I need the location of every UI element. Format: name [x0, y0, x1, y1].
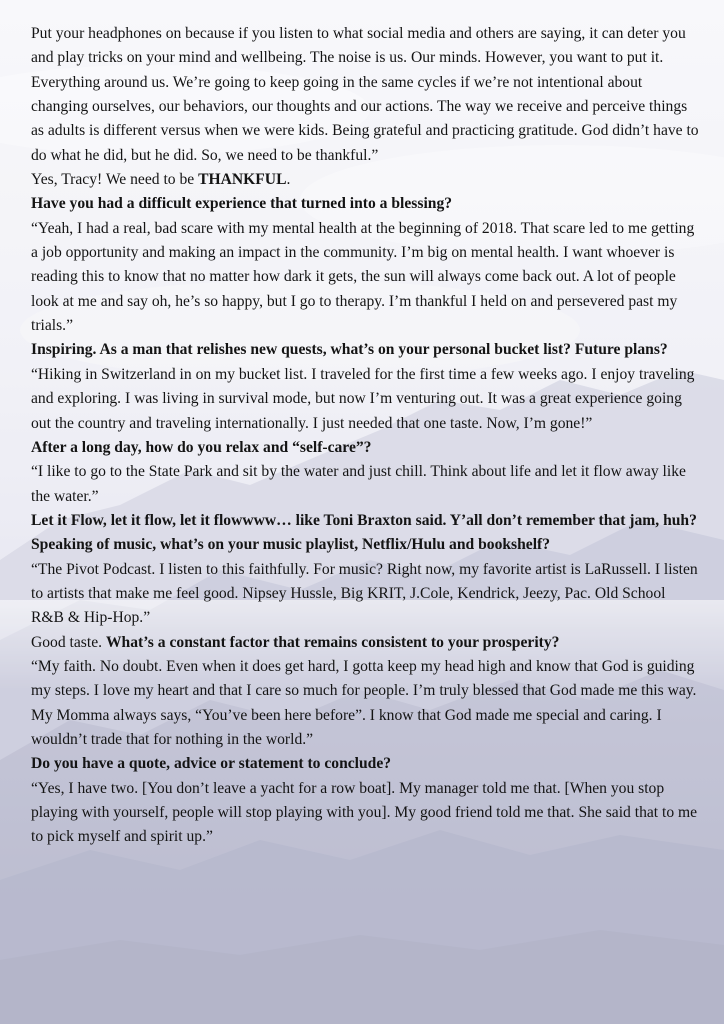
- article-body: [31, 22, 701, 850]
- answer-paragraph: “I like to go to the State Park and sit by the water and just chill. Think about life and let it flow away like the water.”: [31, 463, 686, 505]
- answer-paragraph: “My faith. No doubt. Even when it does get hard, I gotta keep my head high and know that God is guiding my steps. I love my heart and that I care so much for people. I’m truly blessed that God made me this way. My Momma always says, “You’ve been here before”. I know that God made me special and caring. I wouldn’t trade that for nothing in the world.”: [31, 657, 697, 748]
- answer-paragraph: “Yes, I have two. [You don’t leave a yacht for a row boat]. My manager told me that. [When you stop playing with yourself, people will stop playing with you]. My good friend told me that. She said that to me to pick myself and spirit up.”: [31, 779, 698, 846]
- question-heading: Let it Flow, let it flow, let it flowwww… like Toni Braxton said. Y’all don’t remember that jam, huh? Speaking of music, what’s on your music playlist, Netflix/Hulu and bookshelf?: [31, 511, 697, 554]
- plain-text: Good taste.: [31, 633, 106, 651]
- answer-paragraph: “The Pivot Podcast. I listen to this faithfully. For music? Right now, my favorite artist is LaRussell. I listen to artists that make me feel good. Nipsey Hussle, Big KRIT, J.Cole, Kendrick, Jeezy, Pac. Old School R&B & Hip-Hop.”: [31, 560, 698, 627]
- bold-text: What’s a constant factor that remains consistent to your prosperity?: [105, 633, 560, 651]
- question-heading: Have you had a difficult experience that turned into a blessing?: [31, 195, 453, 213]
- answer-paragraph: Put your headphones on because if you listen to what social media and others are saying, it can deter you and play tricks on your mind and wellbeing. The noise is us. Our minds. However, you want to put it. Everything around us. We’re going to keep going in the same cycles if we’re not intentional about changing ourselves, our behaviors, our thoughts and our actions. The way we receive and perceive things as adults is different versus when we were kids. Being grateful and practicing gratitude. God didn’t have to do what he did, but he did. So, we need to be thankful.”: [31, 25, 699, 164]
- question-heading: Do you have a quote, advice or statement to conclude?: [31, 755, 392, 773]
- answer-paragraph: “Yeah, I had a real, bad scare with my mental health at the beginning of 2018. That scare led to me getting a job opportunity and making an impact in the community. I’m big on mental health. I want whoever is reading this to know that no matter how dark it gets, the sun will always come back out. A lot of people look at me and say oh, he’s so happy, but I go to therapy. I’m thankful I held on and persevered past my trials.”: [31, 219, 695, 335]
- emphasis-paragraph: [31, 631, 701, 655]
- plain-text: Yes, Tracy! We need to be: [31, 171, 199, 189]
- emphasis-paragraph: [31, 168, 701, 192]
- question-heading: After a long day, how do you relax and “self-care”?: [31, 438, 372, 456]
- plain-text-tail: .: [286, 171, 291, 189]
- answer-paragraph: “Hiking in Switzerland in on my bucket list. I traveled for the first time a few weeks ago. I enjoy traveling and exploring. I was living in survival mode, but now I’m venturing out. It was a great experience going out the country and traveling internationally. I just needed that one taste. Now, I’m gone!”: [31, 365, 695, 432]
- bold-text: THANKFUL: [198, 171, 287, 189]
- question-heading: Inspiring. As a man that relishes new quests, what’s on your personal bucket list? Future plans?: [31, 341, 668, 359]
